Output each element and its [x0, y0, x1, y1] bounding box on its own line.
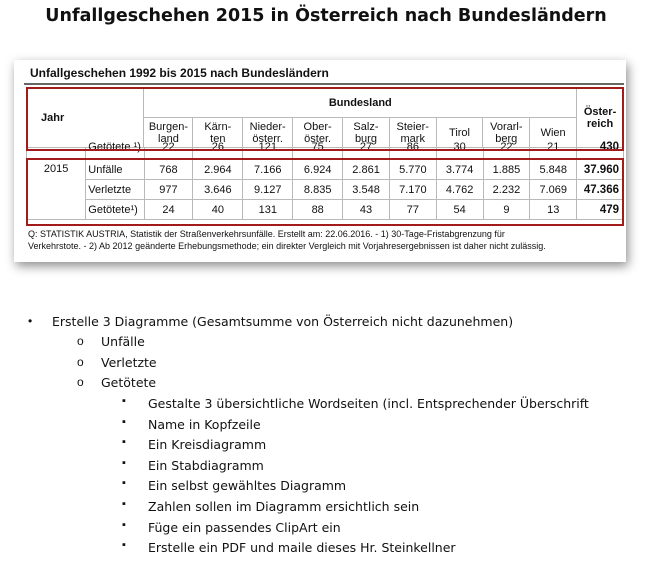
- total-cell: 37.960: [577, 160, 624, 180]
- value-cell: 977: [144, 180, 193, 200]
- bullet-level3: ▪: [122, 395, 126, 407]
- subject-item: Verletzte: [101, 354, 157, 370]
- value-cell: [243, 141, 293, 160]
- value-cell: 54: [436, 200, 483, 220]
- value-cell: 77: [389, 200, 436, 220]
- value-text: 22: [500, 141, 513, 153]
- task-item: Erstelle ein PDF und maile dieses Hr. Steinkellner: [148, 540, 456, 556]
- value-cell: 3.774: [436, 160, 483, 180]
- year-cell: 2015: [27, 160, 86, 220]
- value-cell: [144, 141, 193, 160]
- main-instruction: Erstelle 3 Diagramme (Gesamtsumme von Österreich nicht dazunehmen): [52, 314, 514, 329]
- bullet-level3: ▪: [122, 518, 126, 531]
- jahr-header: Jahr: [27, 88, 144, 148]
- column-header-line2: land: [158, 132, 179, 145]
- value-cell: 13: [530, 200, 577, 220]
- value-cell: [436, 141, 483, 160]
- value-cell: 40: [193, 200, 243, 220]
- bullet-level3: ▪: [122, 539, 126, 552]
- oesterreich-header: [577, 88, 624, 148]
- bullet-level3: ▪: [122, 498, 126, 510]
- value-cell: 8.835: [293, 180, 343, 200]
- value-text: 86: [406, 141, 419, 153]
- value-cell: 9: [483, 200, 530, 220]
- value-text: 75: [311, 141, 324, 153]
- table-caption: Unfallgeschehen 1992 bis 2015 nach Bundesländern: [30, 66, 329, 80]
- total-cell: [577, 141, 624, 160]
- value-cell: 2.232: [483, 180, 530, 200]
- table-row-partial: [27, 148, 624, 160]
- total-header-line2: reich: [586, 117, 614, 130]
- column-header-line1: Ober-: [303, 120, 332, 133]
- column-header-line1: Wien: [540, 126, 566, 139]
- column-header-line1: Steier-: [396, 120, 429, 133]
- column-header-line2: burg: [354, 132, 377, 145]
- value-cell: 7.166: [243, 160, 293, 180]
- value-cell: 2.964: [193, 160, 243, 180]
- value-cell: 5.848: [530, 160, 577, 180]
- footnote-line-1: Q: STATISTIK AUSTRIA, Statistik der Straßenverkehrsunfälle. Erstellt am: 22.06.2016. - 1) 30-Tage-Fristabgrenzung für: [28, 229, 505, 239]
- subject-item: Unfälle: [101, 334, 145, 349]
- total-text: 430: [599, 141, 619, 153]
- value-cell: 7.069: [530, 180, 577, 200]
- column-header-line1: Burgen-: [148, 120, 188, 133]
- total-header-line1: Öster-: [583, 105, 617, 118]
- task-item: Name in Kopfzeile: [148, 416, 261, 432]
- bundesland-header: Bundesland: [144, 88, 577, 118]
- bullet-level2: o: [77, 354, 84, 369]
- footnote-line-2: Verkehrstote. - 2) Ab 2012 geänderte Erhebungsmethode; ein direkter Vergleich mit Vorjahresergebnissen ist daher nicht zulässig.: [28, 241, 546, 251]
- value-cell: 1.885: [483, 160, 530, 180]
- column-header-line1: Kärn-: [204, 120, 232, 133]
- column-header-line2: mark: [400, 132, 425, 145]
- bullet-level3: ▪: [122, 456, 126, 469]
- column-header-line2: ten: [210, 132, 226, 145]
- task-item: Zahlen sollen im Diagramm ersichtlich sein: [148, 499, 420, 514]
- total-cell: 479: [577, 200, 624, 220]
- row-label: Unfälle: [86, 160, 144, 180]
- row-label-text: Getötete ¹): [88, 141, 141, 153]
- value-text: 21: [547, 141, 560, 153]
- column-header-line2: österr.: [252, 132, 283, 145]
- bullet-level2: o: [77, 334, 84, 348]
- bullet-level3: ▪: [122, 436, 126, 449]
- value-cell: 768: [144, 160, 193, 180]
- value-text: 22: [162, 141, 175, 153]
- table-header: [26, 87, 624, 148]
- row-label: Verletzte: [86, 180, 144, 200]
- bullet-level2: o: [77, 375, 84, 389]
- column-header-line2: öster.: [304, 132, 332, 145]
- value-cell: 6.924: [293, 160, 343, 180]
- task-item: Ein Kreisdiagramm: [148, 437, 267, 453]
- year-cell: [27, 148, 86, 160]
- value-cell: 43: [343, 200, 390, 220]
- table-row: [27, 180, 624, 200]
- value-cell: [389, 141, 436, 160]
- column-header-line2: berg: [495, 132, 518, 145]
- value-text: 121: [258, 141, 277, 153]
- task-item: Ein selbst gewähltes Diagramm: [148, 478, 347, 494]
- table-row: [27, 160, 624, 180]
- column-header-line1: Nieder-: [249, 120, 286, 133]
- table-body: [26, 141, 624, 220]
- column-header-line1: Salz-: [353, 120, 379, 133]
- table-screenshot: [14, 60, 626, 262]
- page-title: Unfallgeschehen 2015 in Österreich nach Bundesländern: [45, 6, 607, 26]
- value-cell: 2.861: [343, 160, 390, 180]
- value-cell: [530, 141, 577, 160]
- caption-divider: [24, 83, 624, 85]
- value-cell: 5.770: [389, 160, 436, 180]
- task-item: Füge ein passendes ClipArt ein: [148, 519, 341, 535]
- value-text: 27: [359, 141, 373, 153]
- value-cell: [193, 141, 243, 160]
- task-item: Ein Stabdiagramm: [148, 457, 264, 473]
- value-cell: 7.170: [389, 180, 436, 200]
- column-header-line1: Tirol: [449, 126, 470, 139]
- value-cell: 9.127: [243, 180, 293, 200]
- value-text: 30: [453, 141, 466, 153]
- bullet-level1: •: [28, 314, 33, 328]
- value-cell: [343, 141, 390, 160]
- value-cell: 131: [243, 200, 293, 220]
- value-cell: 24: [144, 200, 193, 220]
- value-cell: 88: [293, 200, 343, 220]
- table-footnote: [28, 228, 618, 252]
- task-item: Gestalte 3 übersichtliche Wordseiten (incl. Entsprechender Überschrift: [148, 396, 589, 411]
- row-label: [86, 141, 144, 160]
- table-row: [27, 200, 624, 220]
- bullet-level3: ▪: [122, 415, 126, 428]
- total-cell: 47.366: [577, 180, 624, 200]
- value-cell: 3.646: [193, 180, 243, 200]
- column-header-line1: Vorarl-: [490, 120, 523, 133]
- row-label: Getötete¹): [86, 200, 144, 220]
- value-cell: 4.762: [436, 180, 483, 200]
- value-text: 26: [211, 141, 224, 153]
- bullet-level3: ▪: [122, 477, 126, 490]
- value-cell: [293, 141, 343, 160]
- value-cell: [483, 141, 530, 160]
- subject-item: Getötete: [101, 375, 157, 390]
- value-cell: 3.548: [343, 180, 390, 200]
